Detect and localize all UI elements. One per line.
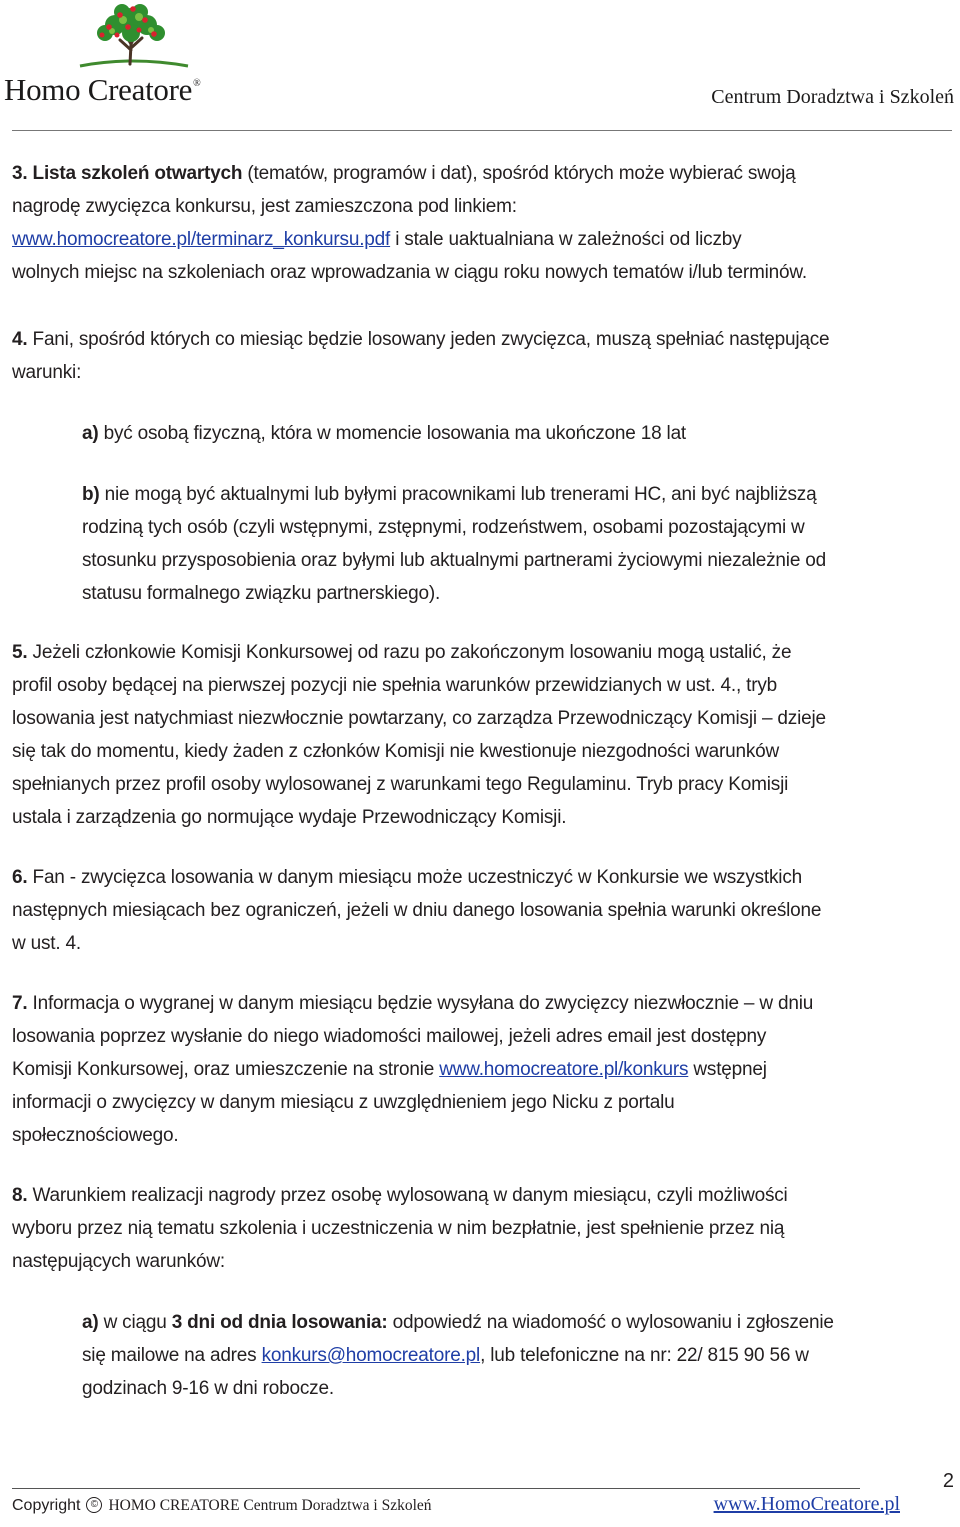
copyright-owner: HOMO CREATORE Centrum Doradztwa i Szkoleń [108,1497,432,1514]
terminarz-link[interactable]: www.homocreatore.pl/terminarz_konkursu.pdf [12,229,391,250]
page-number: 2 [942,1470,954,1492]
p6-line-1 [12,861,821,894]
brand-name [4,72,200,108]
p7-text-1: Informacja o wygranej w danym miesiącu będzie wysyłana do zwycięzcy niezwłocznie – w dniu [27,993,814,1014]
paragraph-8a [82,1306,834,1405]
paragraph-3 [12,157,807,289]
p7-line-1 [12,987,813,1020]
page-header [0,0,960,118]
copyright-label: Copyright [12,1497,81,1514]
header-center-name: Centrum Doradztwa i Szkoleń [711,86,954,108]
p5-line-3: losowania jest natychmiast niezwłocznie powtarzany, co zarządza Przewodniczący Komisji – dzieje [12,708,826,729]
paragraph-6 [12,861,821,960]
p7-line-5: społecznościowego. [12,1125,179,1146]
konkurs-link[interactable]: www.homocreatore.pl/konkurs [439,1059,689,1080]
footer-site-link[interactable]: www.HomoCreatore.pl [713,1493,900,1515]
p3-text-1: (tematów, programów i dat), spośród których może wybierać swoją [242,163,796,184]
paragraph-7 [12,987,813,1152]
paragraph-4b [82,478,826,610]
p4b-line-4: statusu formalnego związku partnerskiego). [82,583,441,604]
p4b-line-1 [82,478,826,511]
paragraph-5 [12,636,826,834]
p8a-text-2a: się mailowe na adres [82,1345,262,1366]
p8a-bold-deadline: 3 dni od dnia losowania: [171,1312,388,1333]
p7-number: 7. [12,993,28,1014]
p3-line-4: wolnych miejsc na szkoleniach oraz wprowadzania w ciągu roku nowych tematów i/lub terminów. [12,262,807,283]
p4b-line-2: rodziną tych osób (czyli wstępnymi, zstępnymi, rodzeństwem, osobami pozostającymi w [82,517,805,538]
p3-line-1 [12,157,807,190]
p5-line-6: ustala i zarządzenia go normujące wydaje Przewodniczący Komisji. [12,807,567,828]
registered-mark: ® [193,78,201,89]
p4a-line-1 [82,417,686,450]
p5-line-5: spełnianych przez profil osoby wylosowanej z warunkami tego Regulaminu. Tryb pracy Komisji [12,774,789,795]
p4b-line-3: stosunku przysposobienia oraz byłymi lub aktualnymi partnerami życiowymi niezależnie od [82,550,827,571]
p3-text-3: i stale uaktualniana w zależności od liczby [390,229,742,250]
contact-email-link[interactable]: konkurs@homocreatore.pl [261,1345,481,1366]
header-divider [12,130,952,131]
p8a-label: a) [82,1312,99,1333]
p8a-line-3: godzinach 9-16 w dni robocze. [82,1378,334,1399]
paragraph-8 [12,1179,788,1278]
p8a-text-2b: , lub telefoniczne na nr: 22/ 815 90 56 w [480,1345,809,1366]
p8-text-1: Warunkiem realizacji nagrody przez osobę wylosowaną w danym miesiącu, czyli możliwości [27,1185,788,1206]
p7-text-3b: wstępnej [688,1059,767,1080]
p8-line-1 [12,1179,788,1212]
p8a-line-1 [82,1306,834,1339]
p6-text-1: Fan - zwycięzca losowania w danym miesiącu może uczestniczyć w Konkursie we wszystkich [27,867,802,888]
p6-line-3: w ust. 4. [12,933,81,954]
p3-line-3 [12,223,807,256]
p4a-label: a) [82,423,99,444]
p7-line-2: losowania poprzez wysłanie do niego wiadomości mailowej, jeżeli adres email jest dostępny [12,1026,767,1047]
p8-number: 8. [12,1185,28,1206]
p8a-text-1a: w ciągu [98,1312,172,1333]
p4-text-1: Fani, spośród których co miesiąc będzie losowany jeden zwycięzca, muszą spełniać następujące [27,329,830,350]
p5-line-4: się tak do momentu, kiedy żaden z członków Komisji nie kwestionuje niezgodności warunków [12,741,780,762]
p3-number: 3. [12,163,28,184]
paragraph-4 [12,323,829,389]
p6-line-2: następnych miesiącach bez ograniczeń, jeżeli w dniu danego losowania spełnia warunki określone [12,900,822,921]
p4-line-2: warunki: [12,362,82,383]
p4a-text: być osobą fizyczną, która w momencie losowania ma ukończone 18 lat [98,423,687,444]
p4-line-1 [12,323,829,356]
paragraph-4a [82,417,686,450]
p8-line-3: następujących warunków: [12,1251,225,1272]
copyright-icon: © [86,1497,102,1513]
brand-text: Homo Creatore [4,72,193,107]
p3-line-2: nagrodę zwycięzca konkursu, jest zamieszczona pod linkiem: [12,196,517,217]
p5-text-1: Jeżeli członkowie Komisji Konkursowej od razu po zakończonym losowaniu mogą ustalić, że [27,642,792,663]
footer-divider [12,1488,860,1489]
p8-line-2: wyboru przez nią tematu szkolenia i uczestniczenia w nim bezpłatnie, jest spełnienie przez nią [12,1218,785,1239]
p7-text-3a: Komisji Konkursowej, oraz umieszczenie na stronie [12,1059,440,1080]
p7-line-3 [12,1053,813,1086]
footer-copyright [12,1497,432,1515]
p4-number: 4. [12,329,28,350]
p4b-label: b) [82,484,100,505]
p8a-text-1b: odpowiedź na wiadomość o wylosowaniu i zgłoszenie [387,1312,834,1333]
p7-line-4: informacji o zwycięzcy w danym miesiącu z uwzględnieniem jego Nicku z portalu [12,1092,675,1113]
p3-bold-title: Lista szkoleń otwartych [32,163,243,184]
p5-number: 5. [12,642,28,663]
p4b-text-1: nie mogą być aktualnymi lub byłymi pracownikami lub trenerami HC, ani być najbliższą [99,484,817,505]
p6-number: 6. [12,867,28,888]
p8a-line-2 [82,1339,834,1372]
p5-line-1 [12,636,826,669]
p5-line-2: profil osoby będącej na pierwszej pozycji nie spełnia warunków przewidzianych w ust. 4., tryb [12,675,778,696]
